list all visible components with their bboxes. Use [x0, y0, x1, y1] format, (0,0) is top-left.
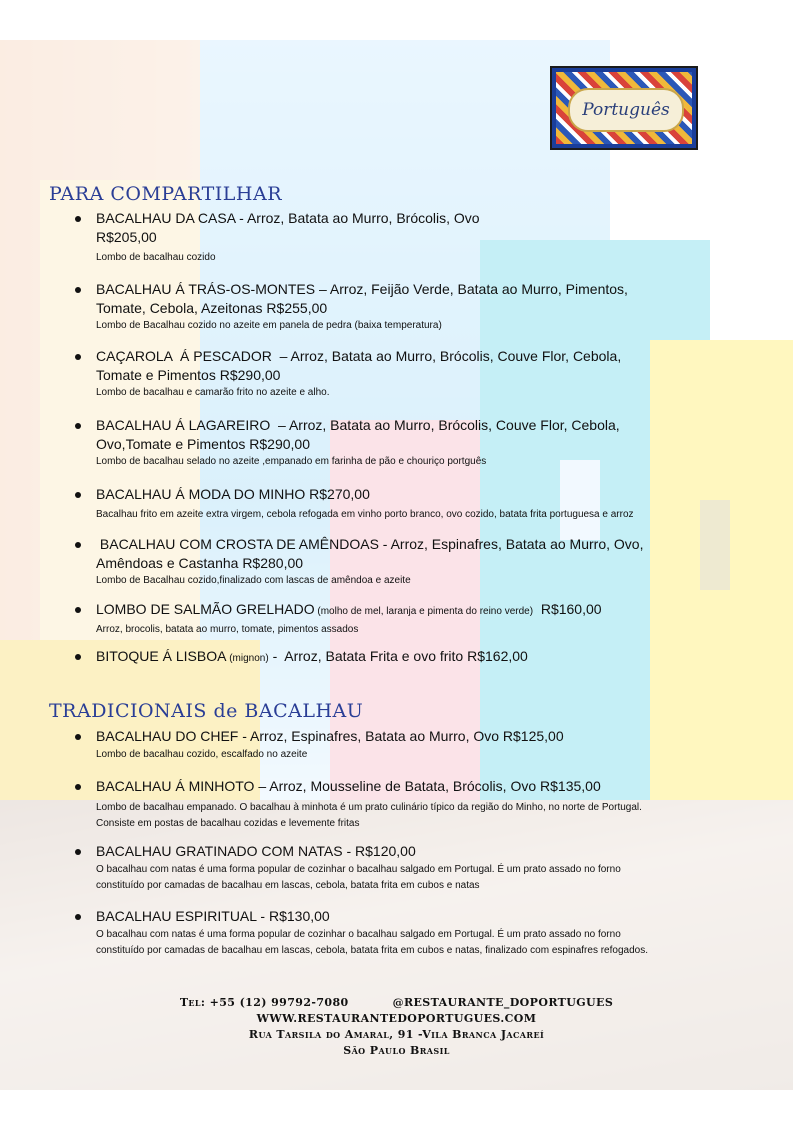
menu-item-description: constituído por camadas de bacalhau em lascas, cebola, batata frita em cubos e natas, finalizado com espinafres refogados. [96, 945, 648, 956]
menu-item-title: BACALHAU DA CASA - Arroz, Batata ao Murro, Brócolis, Ovo [96, 210, 480, 226]
footer-contact [0, 995, 793, 1059]
bullet-icon [75, 784, 81, 790]
menu-item-title: BACALHAU Á MINHOTO – Arroz, Mousseline de Batata, Brócolis, Ovo R$135,00 [96, 778, 601, 794]
bullet-icon [75, 542, 81, 548]
menu-item-title: CAÇAROLA Á PESCADOR – Arroz, Batata ao Murro, Brócolis, Couve Flor, Cebola, [96, 348, 622, 364]
menu-item-description: constituído por camadas de bacalhau em lascas, cebola, batata frita em cubos e natas [96, 880, 480, 891]
section-title-para-compartilhar: PARA COMPARTILHAR [49, 183, 283, 205]
menu-item-description: Lombo de bacalhau e camarão frito no azeite e alho. [96, 387, 330, 398]
menu-item-description: Lombo de Bacalhau cozido,finalizado com lascas de amêndoa e azeite [96, 575, 411, 586]
menu-item-description: Lombo de Bacalhau cozido no azeite em panela de pedra (baixa temperatura) [96, 320, 442, 331]
menu-item-title: BACALHAU Á LAGAREIRO – Arroz, Batata ao Murro, Brócolis, Couve Flor, Cebola, [96, 417, 620, 433]
bullet-icon [75, 216, 81, 222]
menu-item-title: Ovo,Tomate e Pimentos R$290,00 [96, 436, 311, 452]
menu-item-title: BACALHAU Á MODA DO MINHO R$270,00 [96, 486, 370, 502]
menu-item-description: Bacalhau frito em azeite extra virgem, cebola refogada em vinho porto branco, ovo cozido, batata frita portuguesa e arroz [96, 509, 634, 520]
menu-item-title: BACALHAU GRATINADO COM NATAS - R$120,00 [96, 843, 416, 859]
menu-item-title: LOMBO DE SALMÃO GRELHADO (molho de mel, laranja e pimenta do reino verde) R$160,00 [96, 601, 602, 617]
menu-item-price: - Arroz, Batata Frita e ovo frito R$162,00 [268, 648, 528, 664]
menu-item-title: Amêndoas e Castanha R$280,00 [96, 555, 304, 571]
menu-item-description: O bacalhau com natas é uma forma popular de cozinhar o bacalhau salgado em Portugal. É um prato assado no forno [96, 929, 621, 940]
menu-item-title: Tomate e Pimentos R$290,00 [96, 367, 281, 383]
restaurant-logo [550, 66, 698, 150]
menu-item-title: BITOQUE Á LISBOA (mignon) - Arroz, Batata Frita e ovo frito R$162,00 [96, 648, 528, 664]
menu-item-description: Lombo de bacalhau selado no azeite ,empanado em farinha de pão e chouriço portguês [96, 456, 487, 467]
bullet-icon [75, 423, 81, 429]
logo-text: Português [582, 100, 670, 120]
menu-item-title: BACALHAU ESPIRITUAL - R$130,00 [96, 908, 330, 924]
menu-item-description: Consiste em postas de bacalhau cozidas e levemente fritas [96, 818, 360, 829]
menu-item-title: R$205,00 [96, 229, 157, 245]
bullet-icon [75, 849, 81, 855]
menu-item-title: BACALHAU Á TRÁS-OS-MONTES – Arroz, Feijão Verde, Batata ao Murro, Pimentos, [96, 281, 628, 297]
bullet-icon [75, 492, 81, 498]
bullet-icon [75, 914, 81, 920]
bullet-icon [75, 607, 81, 613]
menu-item-note: (mignon) [226, 653, 269, 664]
bullet-icon [75, 654, 81, 660]
footer-city: São Paulo Brasil [343, 1044, 450, 1057]
menu-item-title: BACALHAU DO CHEF - Arroz, Espinafres, Batata ao Murro, Ovo R$125,00 [96, 728, 564, 744]
footer-website: WWW.RESTAURANTEDOPORTUGUES.COM [256, 1012, 537, 1025]
menu-item-description: Lombo de bacalhau empanado. O bacalhau à minhota é um prato culinário típico da região do Minho, no norte de Portugal. [96, 802, 642, 813]
bullet-icon [75, 734, 81, 740]
menu-item-title: Tomate, Cebola, Azeitonas R$255,00 [96, 300, 328, 316]
menu-item-title: BACALHAU COM CROSTA DE AMÊNDOAS - Arroz, Espinafres, Batata ao Murro, Ovo, [96, 536, 644, 552]
menu-item-price: R$160,00 [533, 601, 602, 617]
menu-item-description: Lombo de bacalhau cozido [96, 252, 216, 263]
menu-item-description: O bacalhau com natas é uma forma popular de cozinhar o bacalhau salgado em Portugal. É um prato assado no forno [96, 864, 621, 875]
bullet-icon [75, 354, 81, 360]
bullet-icon [75, 287, 81, 293]
section-title-tradicionais: TRADICIONAIS de BACALHAU [49, 700, 364, 722]
menu-item-note: (molho de mel, laranja e pimenta do reino verde) [314, 606, 534, 617]
menu-item-description: Lombo de bacalhau cozido, escalfado no azeite [96, 749, 308, 760]
menu-item-description: Arroz, brocolis, batata ao murro, tomate, pimentos assados [96, 624, 359, 635]
footer-phone: Tel: +55 (12) 99792-7080 [179, 996, 349, 1009]
footer-instagram: @RESTAURANTE_DOPORTUGUES [392, 996, 614, 1009]
footer-address: Rua Tarsila do Amaral, 91 -Vila Branca Jacareí [248, 1028, 545, 1041]
